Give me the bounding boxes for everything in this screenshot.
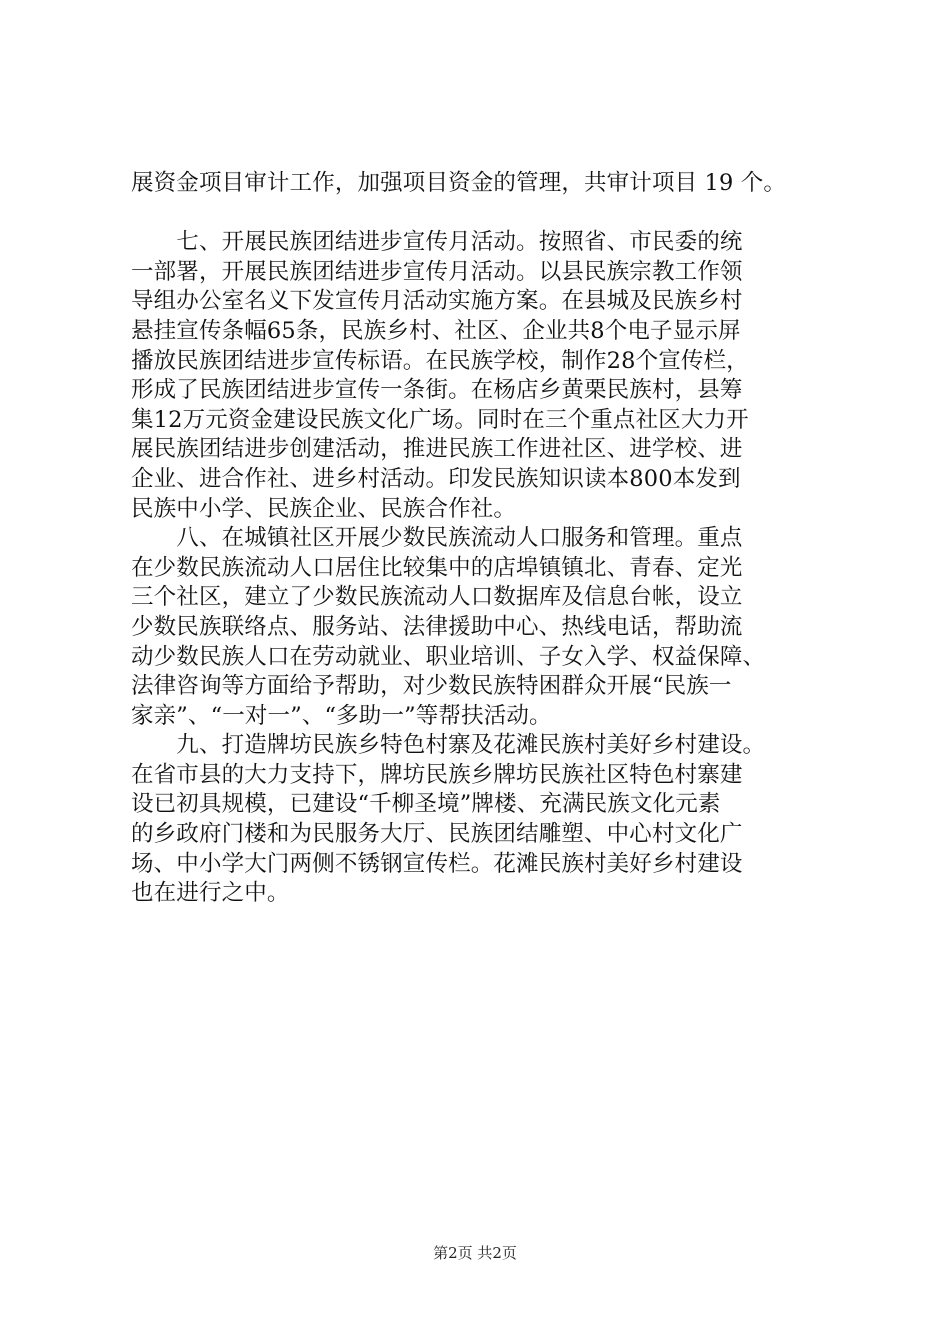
text-line: 一部署，开展民族团结进步宣传月活动。以县民族宗教工作领	[131, 258, 743, 285]
text-line: 九、打造牌坊民族乡特色村寨及花滩民族村美好乡村建设。	[131, 732, 766, 759]
text-line: 场、中小学大门两侧不锈钢宣传栏。花滩民族村美好乡村建设	[131, 850, 743, 877]
text-line: 少数民族联络点、服务站、法律援助中心、热线电话，帮助流	[131, 613, 743, 640]
page-footer: 第2页 共2页	[433, 1244, 517, 1262]
text-line: 设已初具规模，已建设“千柳圣境”牌楼、充满民族文化元素	[131, 791, 721, 818]
text-line: 在少数民族流动人口居住比较集中的店埠镇镇北、青春、定光	[131, 554, 743, 581]
text-line: 在省市县的大力支持下，牌坊民族乡牌坊民族社区特色村寨建	[131, 761, 743, 788]
text-line: 的乡政府门楼和为民服务大厅、民族团结雕塑、中心村文化广	[131, 821, 743, 848]
text-line: 法律咨询等方面给予帮助，对少数民族特困群众开展“民族一	[131, 673, 732, 700]
text-line: 民族中小学、民族企业、民族合作社。	[131, 495, 517, 522]
text-line: 企业、进合作社、进乡村活动。印发民族知识读本800本发到	[131, 465, 741, 492]
text-line: 八、在城镇社区开展少数民族流动人口服务和管理。重点	[131, 525, 743, 552]
document-body	[131, 169, 831, 909]
text-line: 动少数民族人口在劳动就业、职业培训、子女入学、权益保障、	[131, 643, 766, 670]
section-nine	[131, 731, 831, 909]
paragraph-gap	[131, 199, 831, 229]
section-seven	[131, 228, 831, 524]
text-line: 播放民族团结进步宣传标语。在民族学校，制作28个宣传栏，	[131, 347, 749, 374]
text-line: 悬挂宣传条幅65条，民族乡村、社区、企业共8个电子显示屏	[131, 317, 741, 344]
text-line: 导组办公室名义下发宣传月活动实施方案。在县城及民族乡村	[131, 288, 743, 315]
section-eight	[131, 524, 831, 731]
text-line: 也在进行之中。	[131, 880, 290, 907]
text-line: 七、开展民族团结进步宣传月活动。按照省、市民委的统	[131, 229, 743, 256]
text-line: 形成了民族团结进步宣传一条街。在杨店乡黄栗民族村，县筹	[131, 377, 743, 404]
text-line: 展民族团结进步创建活动，推进民族工作进社区、进学校、进	[131, 436, 743, 463]
text-line: 三个社区，建立了少数民族流动人口数据库及信息台帐，设立	[131, 584, 743, 611]
text-line: 集12万元资金建设民族文化广场。同时在三个重点社区大力开	[131, 406, 749, 433]
text-line: 家亲”、“一对一”、“多助一”等帮扶活动。	[131, 702, 552, 729]
continuation-line: 展资金项目审计工作，加强项目资金的管理，共审计项目 19 个。	[131, 170, 787, 196]
